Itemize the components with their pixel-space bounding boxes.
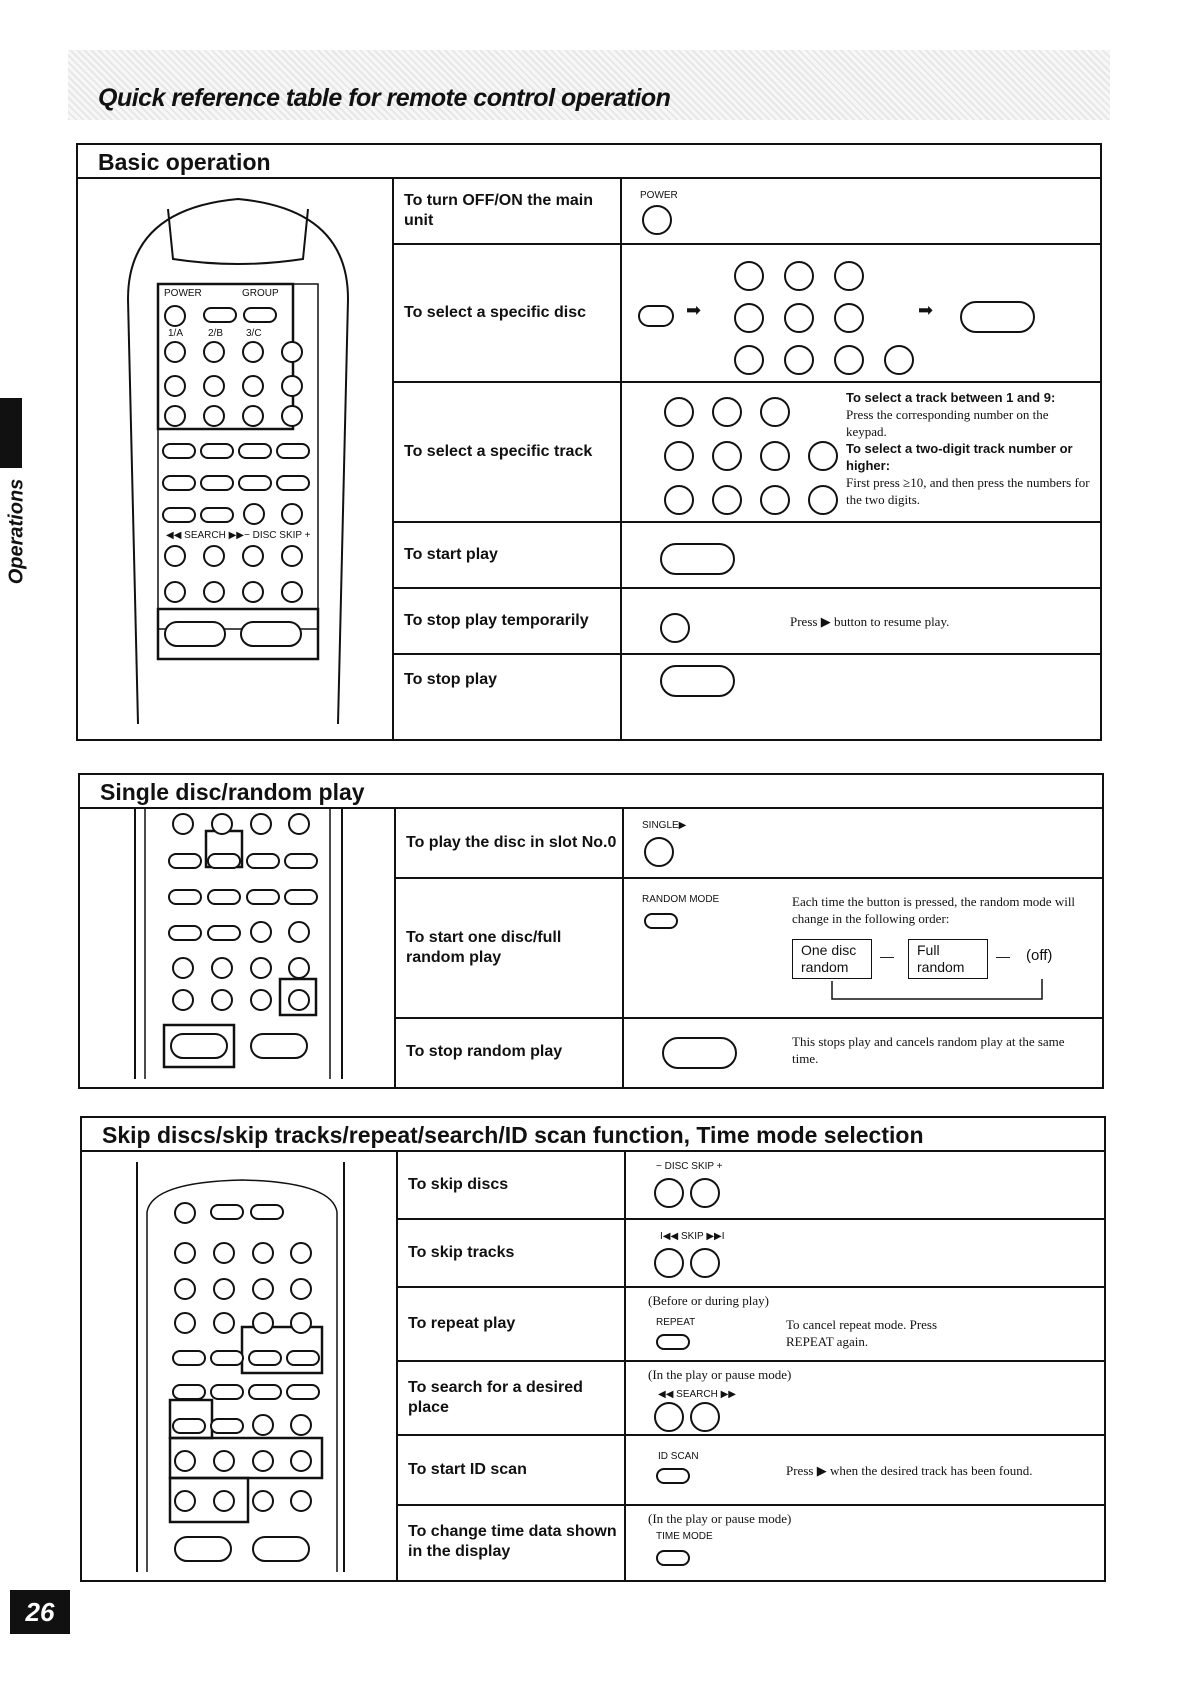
remote-recall[interactable] [238, 475, 272, 491]
row-label: To select a specific disc [404, 304, 587, 321]
remote-key-label: 2/B [208, 328, 224, 339]
remote-key-5[interactable] [203, 375, 225, 397]
section-single-random [78, 773, 1104, 1089]
remote-group-label: GROUP [242, 288, 279, 299]
remote-random-mode[interactable] [210, 1350, 244, 1366]
id-scan-note: Press ▶ when the desired track has been found. [786, 1463, 1033, 1478]
remote-down[interactable] [243, 503, 265, 525]
remote-search-fwd[interactable] [213, 1450, 235, 1472]
remote-time-mode[interactable] [168, 925, 202, 941]
note-heading: To select a track between 1 and 9: [846, 390, 1056, 405]
search-back-button[interactable] [654, 1402, 684, 1432]
condition-note: (In the play or pause mode) [648, 1367, 792, 1382]
remote-disc-skip-minus[interactable] [242, 545, 264, 567]
remote-key-3[interactable] [252, 1242, 274, 1264]
remote-play[interactable] [240, 621, 302, 647]
remote-play[interactable] [252, 1536, 310, 1562]
section-title: Skip discs/skip tracks/repeat/search/ID scan function, Time mode selection [82, 1118, 1104, 1152]
remote-key-2[interactable] [203, 341, 225, 363]
row-time-mode [398, 1506, 1104, 1578]
key-1[interactable] [734, 261, 764, 291]
remote-power-button[interactable] [174, 1202, 196, 1224]
single-label: SINGLE▶ [642, 820, 687, 831]
remote-key-label: 3/C [246, 328, 262, 339]
remote-illustration [82, 1152, 398, 1580]
remote-key-8[interactable] [211, 813, 233, 835]
remote-disc-skip-minus[interactable] [250, 957, 272, 979]
remote-key-9[interactable] [242, 405, 264, 427]
row-search [398, 1362, 1104, 1436]
row-label: To stop play [404, 671, 498, 688]
remote-recall[interactable] [246, 889, 280, 905]
remote-pause[interactable] [242, 581, 264, 603]
row-random-play [396, 879, 1102, 1019]
key-6[interactable] [834, 303, 864, 333]
remote-disc-skip-plus[interactable] [290, 1450, 312, 1472]
remote-key-5[interactable] [213, 1278, 235, 1300]
remote-key-10[interactable] [290, 1278, 312, 1300]
remote-id-scan[interactable] [284, 853, 318, 869]
row-label: To stop play temporarily [404, 612, 589, 629]
mode-box-one-disc: One disc random [792, 939, 872, 979]
time-mode-button[interactable] [656, 1550, 690, 1566]
section-basic-operation [76, 143, 1102, 741]
remote-program[interactable] [168, 889, 202, 905]
row-label: To play the disc in slot No.0 [406, 834, 617, 851]
remote-group-button[interactable] [243, 307, 277, 323]
remote-group-enter[interactable] [290, 1242, 312, 1264]
page-number: 26 [10, 1590, 70, 1634]
repeat-button[interactable] [656, 1334, 690, 1350]
remote-recall[interactable] [248, 1384, 282, 1400]
stop-button[interactable] [662, 1037, 737, 1069]
skip-label: I◀◀ SKIP ▶▶I [660, 1231, 725, 1242]
note-text: Press the corresponding number on the keypad. [846, 407, 1049, 439]
remote-key-0[interactable] [281, 405, 303, 427]
remote-skip-back[interactable] [174, 1490, 196, 1512]
remote-single[interactable] [288, 989, 310, 1011]
remote-group-enter[interactable] [281, 341, 303, 363]
key-4[interactable] [664, 441, 694, 471]
remote-key-7[interactable] [172, 813, 194, 835]
disc-skip-label: − DISC SKIP + [656, 1161, 723, 1172]
note-text: First press ≥10, and then press the numbers for the two digits. [846, 475, 1090, 507]
row-label: To skip discs [408, 1176, 509, 1193]
remote-pause[interactable] [252, 1490, 274, 1512]
remote-clear[interactable] [210, 1384, 244, 1400]
disc-skip-minus-button[interactable] [654, 1178, 684, 1208]
remote-direct-program[interactable] [286, 1384, 320, 1400]
remote-disc-skip-label: − DISC SKIP + [244, 530, 311, 541]
remote-id-scan[interactable] [276, 443, 310, 459]
row-skip-discs [398, 1152, 1104, 1220]
row-start-play [394, 523, 1100, 589]
row-select-track [394, 383, 1100, 523]
remote-skip-fwd[interactable] [203, 581, 225, 603]
remote-program[interactable] [172, 1384, 206, 1400]
key-2[interactable] [784, 261, 814, 291]
key-0[interactable] [884, 345, 914, 375]
row-label: To start play [404, 546, 498, 563]
remote-play[interactable] [250, 1033, 308, 1059]
remote-text-mode[interactable] [210, 1418, 244, 1434]
random-note: Each time the button is pressed, the random mode will change in the following order: [792, 894, 1076, 926]
section-title: Basic operation [78, 145, 1100, 179]
remote-disc-enter[interactable] [162, 443, 196, 459]
stop-button[interactable] [660, 665, 735, 697]
remote-single[interactable] [290, 1490, 312, 1512]
disc-skip-plus-button[interactable] [690, 1178, 720, 1208]
key-5[interactable] [784, 303, 814, 333]
remote-illustration [78, 179, 394, 739]
banner-title: Quick reference table for remote control operation [98, 84, 671, 112]
remote-repeat[interactable] [246, 853, 280, 869]
side-tab-marker [0, 398, 22, 468]
single-button[interactable] [644, 837, 674, 867]
remote-key-2[interactable] [213, 1242, 235, 1264]
remote-text-mode[interactable] [200, 507, 234, 523]
key-8[interactable] [712, 485, 742, 515]
remote-disc-enter[interactable] [172, 1350, 206, 1366]
remote-direct-program[interactable] [276, 475, 310, 491]
repeat-label: REPEAT [656, 1317, 696, 1328]
remote-key-4[interactable] [174, 1278, 196, 1300]
search-fwd-button[interactable] [690, 1402, 720, 1432]
key-2[interactable] [712, 397, 742, 427]
remote-up[interactable] [281, 503, 303, 525]
row-stop-random [396, 1019, 1102, 1085]
random-mode-label: RANDOM MODE [642, 894, 720, 905]
remote-key-0[interactable] [290, 1312, 312, 1334]
repeat-note: To cancel repeat mode. Press REPEAT again. [786, 1317, 938, 1349]
row-stop [394, 655, 1100, 705]
remote-id-scan[interactable] [286, 1350, 320, 1366]
remote-time-mode[interactable] [162, 507, 196, 523]
remote-key-8[interactable] [203, 405, 225, 427]
remote-repeat[interactable] [248, 1350, 282, 1366]
key-4[interactable] [734, 303, 764, 333]
remote-disc-enter[interactable] [168, 853, 202, 869]
row-power [394, 179, 1100, 245]
row-label: To start ID scan [408, 1461, 527, 1478]
remote-key-1[interactable] [164, 341, 186, 363]
row-pause [394, 589, 1100, 655]
remote-disc-button[interactable] [210, 1204, 244, 1220]
track-note [846, 389, 1090, 508]
row-label: To change time data shown in the display [408, 1523, 617, 1560]
skip-back-button[interactable] [654, 1248, 684, 1278]
remote-skip-fwd[interactable] [211, 989, 233, 1011]
arrow-icon: — [880, 948, 894, 964]
key-3[interactable] [760, 397, 790, 427]
section-skip-repeat-search [80, 1116, 1106, 1582]
row-id-scan [398, 1436, 1104, 1506]
remote-drawing [78, 179, 394, 739]
remote-disc-skip-plus[interactable] [288, 957, 310, 979]
remote-up[interactable] [290, 1414, 312, 1436]
row-single-play [396, 809, 1102, 879]
remote-key-0[interactable] [288, 813, 310, 835]
row-skip-tracks [398, 1220, 1104, 1288]
remote-pause[interactable] [250, 989, 272, 1011]
section-title: Single disc/random play [80, 775, 1102, 809]
power-label: POWER [640, 190, 678, 201]
remote-stop[interactable] [170, 1033, 228, 1059]
remote-single[interactable] [281, 581, 303, 603]
remote-key-label: 1/A [168, 328, 184, 339]
remote-disc-button[interactable] [203, 307, 237, 323]
remote-key-7[interactable] [174, 1312, 196, 1334]
remote-skip-back[interactable] [164, 581, 186, 603]
row-label: To stop random play [406, 1043, 563, 1060]
resume-note: Press ▶ button to resume play. [790, 614, 950, 629]
key-0[interactable] [808, 485, 838, 515]
key-5[interactable] [712, 441, 742, 471]
key-6[interactable] [760, 441, 790, 471]
remote-down[interactable] [250, 921, 272, 943]
remote-key-9[interactable] [252, 1312, 274, 1334]
side-label: Operations [5, 478, 28, 585]
key-1[interactable] [664, 397, 694, 427]
remote-stop[interactable] [164, 621, 226, 647]
remote-program[interactable] [162, 475, 196, 491]
remote-key-6[interactable] [242, 375, 264, 397]
row-label: To turn OFF/ON the main unit [404, 192, 594, 229]
arrow-icon: ➡ [686, 300, 702, 320]
remote-stop[interactable] [174, 1536, 232, 1562]
remote-key-10[interactable] [281, 375, 303, 397]
loop-arrow [816, 977, 1116, 1007]
remote-skip-fwd[interactable] [213, 1490, 235, 1512]
row-select-disc [394, 245, 1100, 383]
remote-random-mode[interactable] [207, 853, 241, 869]
remote-search-back[interactable] [172, 957, 194, 979]
remote-illustration [80, 809, 396, 1087]
remote-search-back[interactable] [174, 1450, 196, 1472]
skip-fwd-button[interactable] [690, 1248, 720, 1278]
remote-clear[interactable] [207, 889, 241, 905]
remote-search-back[interactable] [164, 545, 186, 567]
row-label: To skip tracks [408, 1244, 515, 1261]
remote-key-9[interactable] [250, 813, 272, 835]
key-10[interactable] [808, 441, 838, 471]
mode-off: (off) [1026, 947, 1053, 964]
remote-key-4[interactable] [164, 375, 186, 397]
condition-note: (In the play or pause mode) [648, 1511, 792, 1526]
row-repeat [398, 1288, 1104, 1362]
condition-note: (Before or during play) [648, 1293, 769, 1308]
remote-key-3[interactable] [242, 341, 264, 363]
arrow-icon: — [996, 948, 1010, 964]
play-button[interactable] [660, 543, 735, 575]
mode-box-full: Full random [908, 939, 988, 979]
random-mode-button[interactable] [644, 913, 678, 929]
time-mode-label: TIME MODE [656, 1531, 713, 1542]
remote-disc-skip-plus[interactable] [281, 545, 303, 567]
remote-random-mode[interactable] [200, 443, 234, 459]
play-button[interactable] [960, 301, 1035, 333]
search-label: ◀◀ SEARCH ▶▶ [658, 1389, 736, 1400]
remote-down[interactable] [252, 1414, 274, 1436]
remote-key-7[interactable] [164, 405, 186, 427]
remote-key-8[interactable] [213, 1312, 235, 1334]
remote-key-6[interactable] [252, 1278, 274, 1300]
key-7[interactable] [664, 485, 694, 515]
remote-search-fwd[interactable] [203, 545, 225, 567]
key-9[interactable] [760, 485, 790, 515]
row-label: To search for a desired place [408, 1379, 583, 1416]
power-button[interactable] [642, 205, 672, 235]
note-heading: To select a two-digit track number or higher: [846, 441, 1073, 473]
row-label: To select a specific track [404, 443, 593, 460]
key-7[interactable] [734, 345, 764, 375]
remote-power-label: POWER [164, 288, 202, 299]
id-scan-label: ID SCAN [658, 1451, 699, 1462]
page-banner [68, 50, 1110, 120]
key-3[interactable] [834, 261, 864, 291]
remote-search-label: ◀◀ SEARCH ▶▶ [166, 530, 244, 541]
remote-time-mode[interactable] [172, 1418, 206, 1434]
remote-power-button[interactable] [164, 305, 186, 327]
key-8[interactable] [784, 345, 814, 375]
remote-skip-back[interactable] [172, 989, 194, 1011]
remote-clear[interactable] [200, 475, 234, 491]
remote-disc-skip-minus[interactable] [252, 1450, 274, 1472]
disc-button[interactable] [638, 305, 674, 327]
arrow-icon: ➡ [918, 300, 934, 320]
remote-direct-program[interactable] [284, 889, 318, 905]
remote-text-mode[interactable] [207, 925, 241, 941]
remote-group-button[interactable] [250, 1204, 284, 1220]
row-label: To repeat play [408, 1315, 516, 1332]
key-9[interactable] [834, 345, 864, 375]
remote-search-fwd[interactable] [211, 957, 233, 979]
remote-repeat[interactable] [238, 443, 272, 459]
row-label: To start one disc/full random play [406, 929, 562, 966]
remote-up[interactable] [288, 921, 310, 943]
remote-key-1[interactable] [174, 1242, 196, 1264]
id-scan-button[interactable] [656, 1468, 690, 1484]
pause-button[interactable] [660, 613, 690, 643]
remote-drawing [80, 809, 396, 1087]
stop-random-note: This stops play and cancels random play at the same time. [792, 1034, 1065, 1066]
